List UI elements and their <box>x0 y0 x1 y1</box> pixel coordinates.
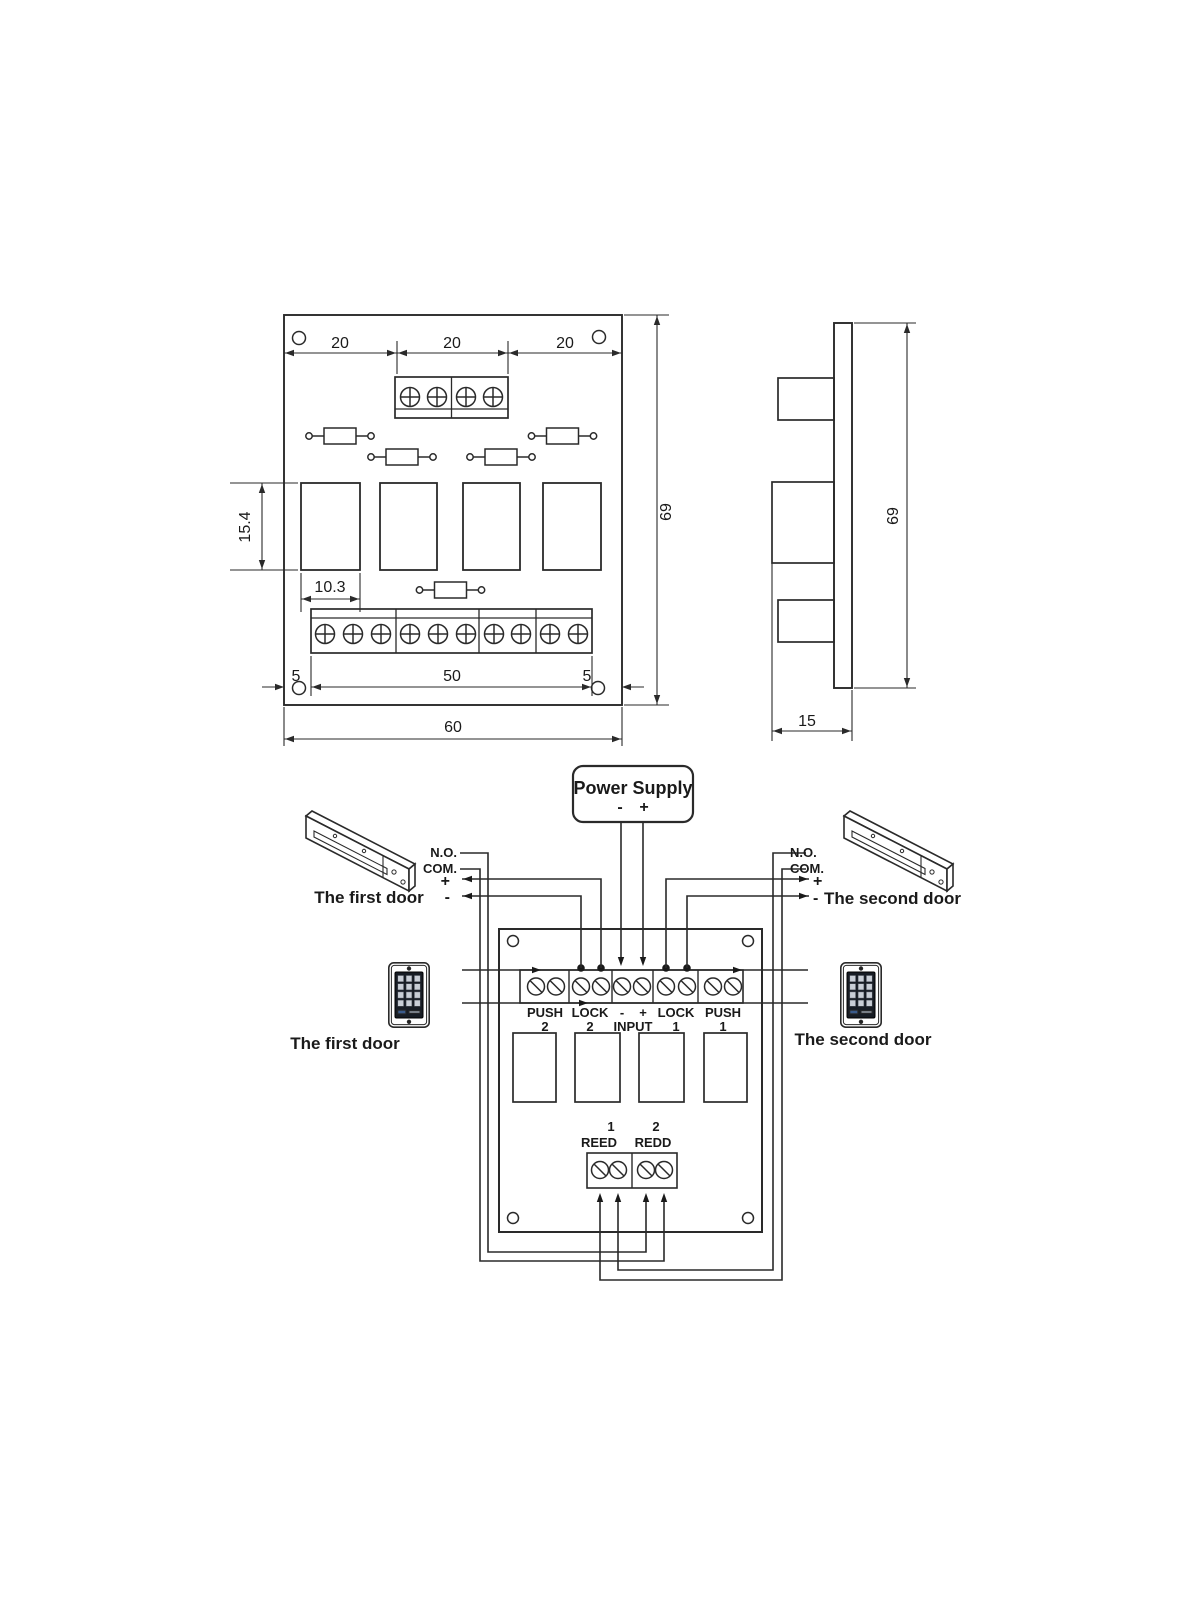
dim-width-label: 60 <box>444 719 462 736</box>
first-door-lock-label: The first door <box>314 888 424 907</box>
power-supply-minus: - <box>617 799 623 816</box>
dim-top-20-c: 20 <box>556 335 574 352</box>
terminal-label-push2: PUSH <box>526 1005 564 1020</box>
first-door-no-label: N.O. <box>430 845 457 860</box>
terminal-strip <box>520 970 743 1003</box>
resistors <box>306 428 597 598</box>
dim-bottom-50: 50 <box>443 668 461 685</box>
terminal-label-push1: PUSH <box>704 1005 742 1020</box>
dim-height-side-label: 69 <box>885 507 902 525</box>
second-door-no-label: N.O. <box>790 845 817 860</box>
reed-num-2: 2 <box>652 1119 660 1134</box>
first-door-plus-label: + <box>440 873 450 890</box>
reed-num-1: 1 <box>607 1119 615 1134</box>
lock-power-wires <box>462 879 809 968</box>
board-relays <box>513 1033 747 1102</box>
dim-top-20-a: 20 <box>331 335 349 352</box>
screw-icon <box>401 388 420 407</box>
terminal-num-push2: 2 <box>541 1019 549 1034</box>
dim-bottom-5-left: 5 <box>291 668 301 685</box>
second-door-keypad-label: The second door <box>794 1030 932 1049</box>
control-board-outline <box>499 929 762 1232</box>
second-door-com-label: COM. <box>790 861 824 876</box>
keypad-second-door <box>841 963 881 1027</box>
dim-height-front-label: 69 <box>658 503 675 521</box>
pcb-side-outline <box>834 323 852 688</box>
keypad-first-door <box>389 963 429 1027</box>
power-supply-label: Power Supply <box>573 778 693 798</box>
screw-icon <box>484 388 503 407</box>
first-door-minus-label: - <box>444 889 450 906</box>
upper-terminal-block <box>395 377 508 418</box>
power-supply-wires <box>621 822 643 957</box>
relays <box>301 483 601 570</box>
terminal-label-input: INPUT <box>613 1019 653 1034</box>
terminal-label-lock2: LOCK <box>571 1005 609 1020</box>
dim-top-20-b: 20 <box>443 335 461 352</box>
screw-icon <box>457 388 476 407</box>
first-door-keypad-label: The first door <box>290 1034 400 1053</box>
dim-depth-label: 15 <box>798 713 816 730</box>
terminal-label-lock1: LOCK <box>657 1005 695 1020</box>
reed-status-wires <box>460 853 806 1280</box>
second-door-plus-label: + <box>813 873 823 890</box>
dim-relay-height-label: 15.4 <box>237 511 254 543</box>
second-door-lock-label: The second door <box>824 889 961 908</box>
terminal-label-input-minus: - <box>619 1005 625 1020</box>
reed-label-2: REDD <box>634 1135 672 1150</box>
pcb-outline <box>284 315 622 705</box>
dim-height-side <box>854 323 916 688</box>
lower-terminal-block <box>311 609 592 653</box>
power-supply-plus: + <box>639 799 649 816</box>
keypad-bus-wires <box>462 970 808 1003</box>
terminal-label-input-plus: + <box>639 1005 647 1020</box>
dim-bottom-5-right: 5 <box>582 668 592 685</box>
screw-icon <box>428 388 447 407</box>
reed-terminal-block <box>587 1153 677 1188</box>
reed-label-1: REED <box>580 1135 618 1150</box>
second-door-minus-label: - <box>813 890 819 907</box>
maglock-second-door <box>844 811 953 891</box>
terminal-num-push1: 1 <box>719 1019 727 1034</box>
first-door-com-label: COM. <box>423 861 457 876</box>
side-view-drawing <box>772 323 916 741</box>
terminal-num-lock2: 2 <box>586 1019 594 1034</box>
mounting-holes <box>293 331 606 695</box>
terminal-num-lock1: 1 <box>672 1019 680 1034</box>
dim-relay-width-label: 10.3 <box>314 579 346 596</box>
maglock-first-door <box>306 811 415 891</box>
